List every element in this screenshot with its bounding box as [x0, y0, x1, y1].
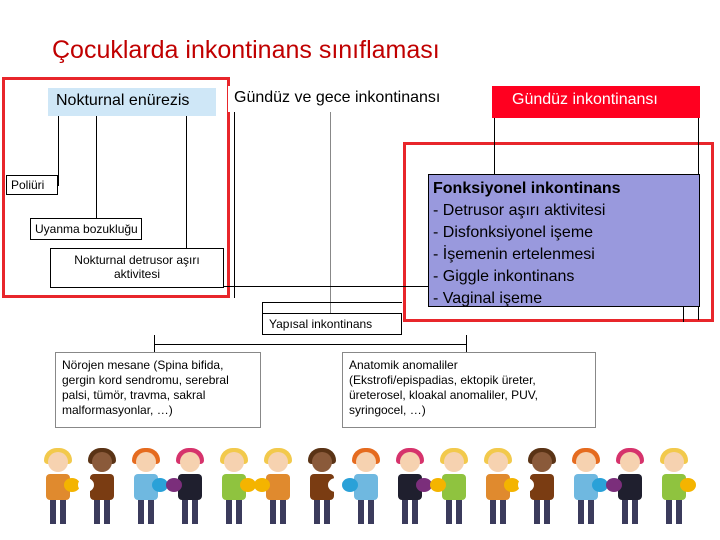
nocturnal-detrusor-overactivity-box: [50, 248, 224, 288]
child-figure-icon: [260, 448, 294, 526]
anatomic-line: syringocel, …): [349, 403, 426, 417]
functional-item: - İşemenin ertelenmesi: [433, 246, 595, 263]
child-figure-icon: [612, 448, 646, 526]
functional-item: - Vaginal işeme: [433, 290, 543, 307]
functional-incontinence-box: [428, 174, 700, 307]
neurogenic-line: Nörojen mesane (Spina bifida,: [62, 358, 224, 372]
child-figure-icon: [392, 448, 426, 526]
detrusor-line-1: Nokturnal detrusor aşırı: [74, 253, 200, 267]
neurogenic-line: malformasyonlar, …): [62, 403, 173, 417]
page-title: Çocuklarda inkontinans sınıflaması: [52, 36, 440, 64]
neurogenic-line: palsi, tümör, travma, sakral: [62, 388, 206, 402]
structural-incontinence-box: Yapısal inkontinans: [262, 313, 402, 335]
functional-incontinence-title: Fonksiyonel inkontinans: [433, 180, 621, 197]
child-figure-icon: [128, 448, 162, 526]
functional-item: - Disfonksiyonel işeme: [433, 224, 594, 241]
child-figure-icon: [84, 448, 118, 526]
anatomic-line: Anatomik anomaliler: [349, 358, 458, 372]
child-figure-icon: [524, 448, 558, 526]
anatomic-anomalies-box: [342, 352, 596, 428]
nocturnal-enuresis-box: Nokturnal enürezis: [48, 88, 216, 116]
functional-item: - Detrusor aşırı aktivitesi: [433, 202, 606, 219]
arousal-disorder-box: Uyanma bozukluğu: [30, 218, 142, 240]
functional-item: - Giggle inkontinans: [433, 268, 575, 285]
child-figure-icon: [216, 448, 250, 526]
neurogenic-line: gergin kord sendromu, serebral: [62, 373, 229, 387]
day-and-night-incontinence-box: Gündüz ve gece inkontinansı: [228, 86, 478, 112]
child-figure-icon: [656, 448, 690, 526]
detrusor-line-2: aktivitesi: [113, 267, 160, 281]
neurogenic-bladder-box: [55, 352, 261, 428]
child-figure-icon: [172, 448, 206, 526]
daytime-incontinence-box: Gündüz inkontinansı: [492, 86, 700, 118]
child-figure-icon: [348, 448, 382, 526]
child-figure-icon: [480, 448, 514, 526]
anatomic-line: (Ekstrofi/epispadias, ektopik üreter,: [349, 373, 536, 387]
child-figure-icon: [304, 448, 338, 526]
polyuria-box: Poliüri: [6, 175, 58, 195]
child-figure-icon: [436, 448, 470, 526]
anatomic-line: üreterosel, kloakal anomaliler, PUV,: [349, 388, 538, 402]
child-figure-icon: [40, 448, 74, 526]
child-figure-icon: [568, 448, 602, 526]
children-clipart-row: [40, 448, 710, 526]
